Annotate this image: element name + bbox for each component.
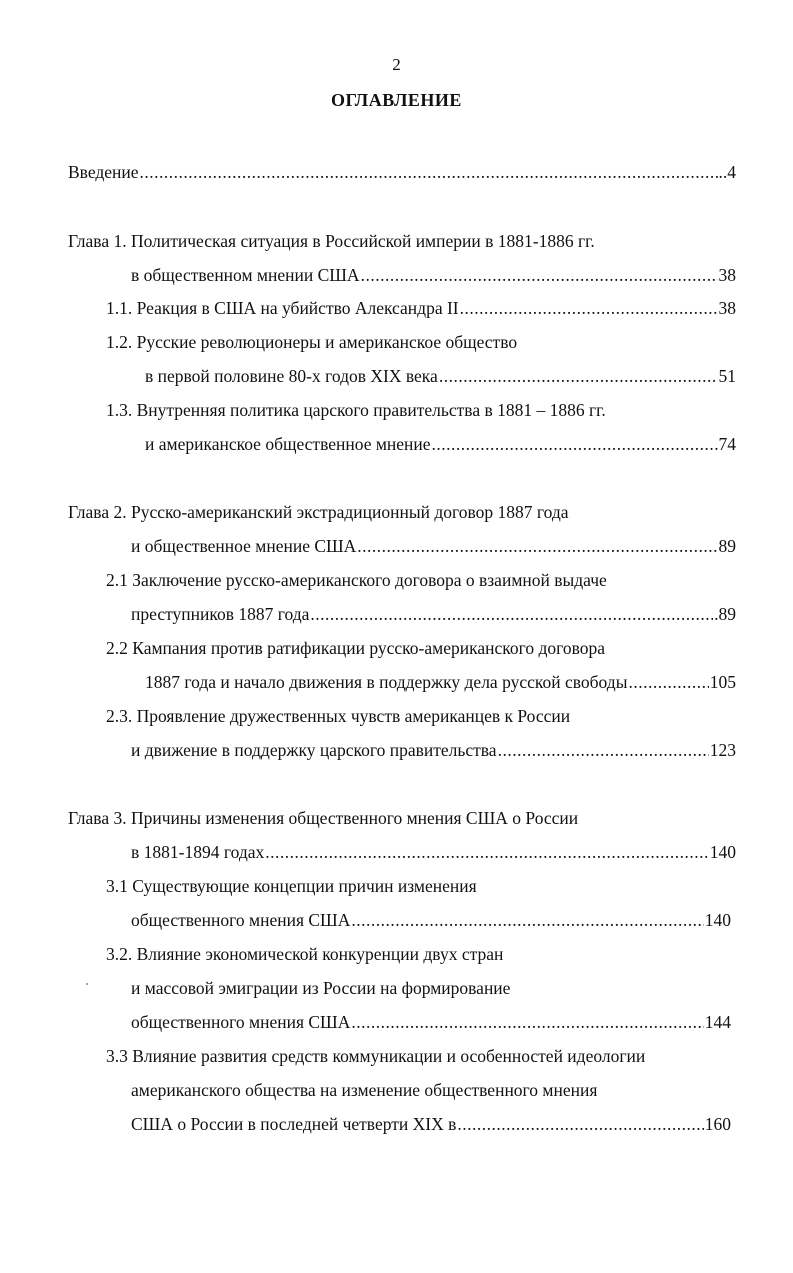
chapter-3-heading: Глава 3. Причины изменения общественного мнения США о России <box>68 808 579 828</box>
toc-entry-label: и общественное мнение США <box>131 536 357 556</box>
toc-entry-label: 1.1. Реакция в США на убийство Александра II <box>106 298 459 318</box>
section-1-3-heading: 1.3. Внутренняя политика царского правительства в 1881 – 1886 гг. <box>106 400 606 420</box>
section-3-3-entry <box>131 1112 731 1136</box>
dot-leader <box>357 534 717 558</box>
dot-leader <box>457 1112 703 1136</box>
section-1-2-entry <box>145 364 736 388</box>
toc-entry-label: и движение в поддержку царского правительства <box>131 740 497 760</box>
section-3-3-line-2: американского общества на изменение общественного мнения <box>131 1080 598 1100</box>
chapter-2-entry <box>131 534 736 558</box>
dot-leader <box>432 432 718 456</box>
toc-entry-label: общественного мнения США <box>131 910 351 930</box>
toc-page-number: 89 <box>718 536 736 556</box>
toc-page-number: 123 <box>709 740 736 760</box>
section-1-1-entry <box>106 296 736 320</box>
section-3-2-heading: 3.2. Влияние экономической конкуренции двух стран <box>106 944 504 964</box>
dot-leader <box>140 160 718 184</box>
toc-entry-label: общественного мнения США <box>131 1012 351 1032</box>
section-1-2-heading: 1.2. Русские революционеры и американское общество <box>106 332 518 352</box>
section-2-2-entry <box>145 670 736 694</box>
section-3-3-heading: 3.3 Влияние развития средств коммуникации и особенностей идеологии <box>106 1046 646 1066</box>
dot-leader <box>351 1010 703 1034</box>
toc-page-number: 105 <box>709 672 736 692</box>
dot-leader <box>310 602 713 626</box>
toc-entry-label: в первой половине 80-х годов XIX века <box>145 366 438 386</box>
dot-leader <box>628 670 708 694</box>
section-3-1-heading: 3.1 Существующие концепции причин изменения <box>106 876 477 896</box>
toc-entry-label: в 1881-1894 годах <box>131 842 265 862</box>
page-number: 2 <box>392 55 401 74</box>
section-1-3-entry <box>145 432 736 456</box>
dot-leader <box>439 364 718 388</box>
section-3-2-entry <box>131 1010 731 1034</box>
dot-leader <box>361 263 718 287</box>
toc-page-number: 140 <box>709 842 736 862</box>
toc-entry-label: и американское общественное мнение <box>145 434 431 454</box>
toc-entry-label: 1887 года и начало движения в поддержку дела русской свободы <box>145 672 628 692</box>
dot-leader <box>265 840 709 864</box>
toc-page-number: 160 <box>704 1114 731 1134</box>
toc-entry-label: в общественном мнении США <box>131 265 360 285</box>
dot-leader <box>498 738 709 762</box>
toc-page-number: 140 <box>704 910 731 930</box>
chapter-2-heading: Глава 2. Русско-американский экстрадиционный договор 1887 года <box>68 502 569 522</box>
toc-page-number: ..4 <box>718 162 736 182</box>
section-2-2-heading: 2.2 Кампания против ратификации русско-американского договора <box>106 638 606 658</box>
chapter-3-entry <box>131 840 736 864</box>
section-3-1-entry <box>131 908 731 932</box>
section-2-1-entry <box>131 602 736 626</box>
toc-entry-label: США о России в последней четверти XIX в <box>131 1114 457 1134</box>
section-2-3-entry <box>131 738 736 762</box>
toc-entry-label: Введение <box>68 162 139 182</box>
toc-page-number: 38 <box>718 298 736 318</box>
toc-entry-introduction <box>68 160 736 184</box>
scan-speck <box>86 983 88 985</box>
toc-page-number: 51 <box>718 366 736 386</box>
chapter-1-entry <box>131 263 736 287</box>
chapter-1-heading: Глава 1. Политическая ситуация в Российской империи в 1881-1886 гг. <box>68 231 595 251</box>
section-2-1-heading: 2.1 Заключение русско-американского договора о взаимной выдаче <box>106 570 607 590</box>
dot-leader <box>460 296 718 320</box>
section-3-2-line-2: и массовой эмиграции из России на формирование <box>131 978 511 998</box>
toc-page-number: 38 <box>718 265 736 285</box>
toc-page-number: .89 <box>714 604 736 624</box>
page-title: ОГЛАВЛЕНИЕ <box>331 90 462 110</box>
dot-leader <box>351 908 703 932</box>
toc-page-number: 144 <box>704 1012 731 1032</box>
toc-entry-label: преступников 1887 года <box>131 604 310 624</box>
section-2-3-heading: 2.3. Проявление дружественных чувств американцев к России <box>106 706 571 726</box>
toc-page-number: 74 <box>718 434 736 454</box>
